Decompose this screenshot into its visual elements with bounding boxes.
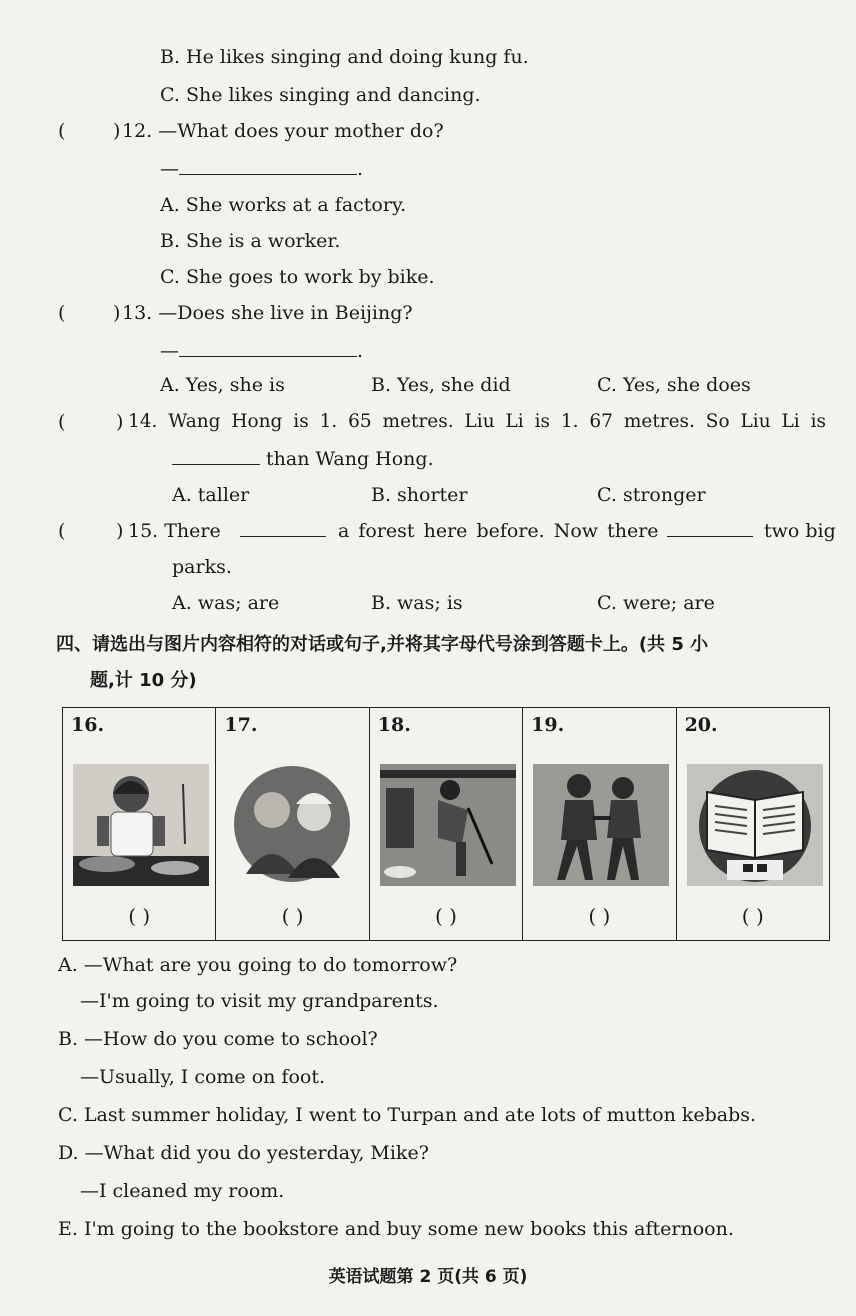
q15-blank-1: [240, 520, 326, 542]
q14-stem: 14. Wang Hong is 1. 65 metres. Liu Li is 1. 67 metres. So Liu Li is: [128, 411, 826, 432]
answer-paren: ( ): [434, 904, 457, 928]
answer-paren-close: ): [116, 520, 124, 542]
picture-cell-18: [369, 708, 522, 941]
item-number: 20.: [684, 714, 718, 736]
answer-paren-close: ): [113, 302, 121, 324]
boy-eating-kebabs-picture: [73, 764, 209, 886]
q14-option-b: B. shorter: [371, 484, 468, 506]
q15-stem-part1: 15. There: [128, 520, 221, 542]
picture-cell-16: [63, 708, 216, 941]
picture-cell-19: [523, 708, 676, 941]
answer-paren-open: (: [58, 302, 66, 324]
item-number: 19.: [531, 714, 565, 736]
answer-paren-close: ): [116, 411, 124, 433]
q12-stem: 12. —What does your mother do?: [122, 120, 444, 142]
q11-option-c: C. She likes singing and dancing.: [160, 84, 481, 106]
q13-stem: 13. —Does she live in Beijing?: [122, 302, 413, 324]
answer-paren: ( ): [128, 904, 151, 928]
bookstore-picture: [687, 764, 823, 886]
answer-blank: [172, 463, 260, 465]
q12-option-a: A. She works at a factory.: [160, 194, 407, 216]
q13-answer-line: [160, 340, 363, 362]
q15-stem-line2: parks.: [172, 556, 232, 578]
q15-option-b: B. was; is: [371, 592, 463, 614]
dash: —: [160, 158, 179, 180]
choice-b-line1: B. —How do you come to school?: [58, 1028, 378, 1050]
q11-option-b: B. He likes singing and doing kung fu.: [160, 46, 529, 68]
q13-option-c: C. Yes, she does: [597, 374, 751, 396]
choice-c: C. Last summer holiday, I went to Turpan and ate lots of mutton kebabs.: [58, 1104, 757, 1126]
q15-option-a: A. was; are: [172, 592, 280, 614]
q14-tail: than Wang Hong.: [266, 448, 434, 470]
picture-cell-17: [216, 708, 369, 941]
grandparents-picture: [226, 764, 362, 886]
item-number: 18.: [377, 714, 411, 736]
answer-paren-open: (: [58, 120, 66, 142]
picture-table: [62, 707, 830, 941]
dash: —: [160, 340, 179, 362]
item-number: 16.: [71, 714, 105, 736]
section4-heading-line1: 四、请选出与图片内容相符的对话或句子,并将其字母代号涂到答题卡上。(共 5 小: [56, 634, 709, 655]
choice-e: E. I'm going to the bookstore and buy some new books this afternoon.: [58, 1218, 734, 1240]
answer-paren-open: (: [58, 520, 66, 542]
page-footer: 英语试题第 2 页(共 6 页): [328, 1267, 528, 1287]
answer-paren: ( ): [741, 904, 764, 928]
answer-paren-close: ): [113, 120, 121, 142]
boy-cleaning-room-picture: [380, 764, 516, 886]
q15-blank-2: [667, 520, 753, 542]
q13-option-b: B. Yes, she did: [371, 374, 511, 396]
answer-paren: ( ): [588, 904, 611, 928]
q14-line2: [172, 448, 434, 470]
choice-a-line2: —I'm going to visit my grandparents.: [80, 990, 439, 1012]
choice-a-line1: A. —What are you going to do tomorrow?: [58, 954, 458, 976]
children-walking-picture: [533, 764, 669, 886]
choice-d-line1: D. —What did you do yesterday, Mike?: [58, 1142, 429, 1164]
q14-option-c: C. stronger: [597, 484, 706, 506]
q15-stem-part2: a forest here before. Now there: [338, 520, 659, 542]
choice-b-line2: —Usually, I come on foot.: [80, 1066, 325, 1088]
choice-d-line2: —I cleaned my room.: [80, 1180, 285, 1202]
q15-option-c: C. were; are: [597, 592, 715, 614]
q12-answer-line: [160, 158, 363, 180]
period: .: [357, 158, 364, 180]
picture-cell-20: [676, 708, 829, 941]
q14-option-a: A. taller: [172, 484, 250, 506]
period: .: [357, 340, 364, 362]
answer-blank: [179, 355, 357, 357]
answer-paren: ( ): [281, 904, 304, 928]
q12-option-c: C. She goes to work by bike.: [160, 266, 435, 288]
item-number: 17.: [224, 714, 258, 736]
answer-paren-open: (: [58, 411, 66, 433]
q13-option-a: A. Yes, she is: [160, 374, 285, 396]
q12-option-b: B. She is a worker.: [160, 230, 341, 252]
q15-stem-part3: two big: [764, 520, 836, 542]
section4-heading-line2: 题,计 10 分): [90, 670, 197, 691]
answer-blank: [179, 173, 357, 175]
